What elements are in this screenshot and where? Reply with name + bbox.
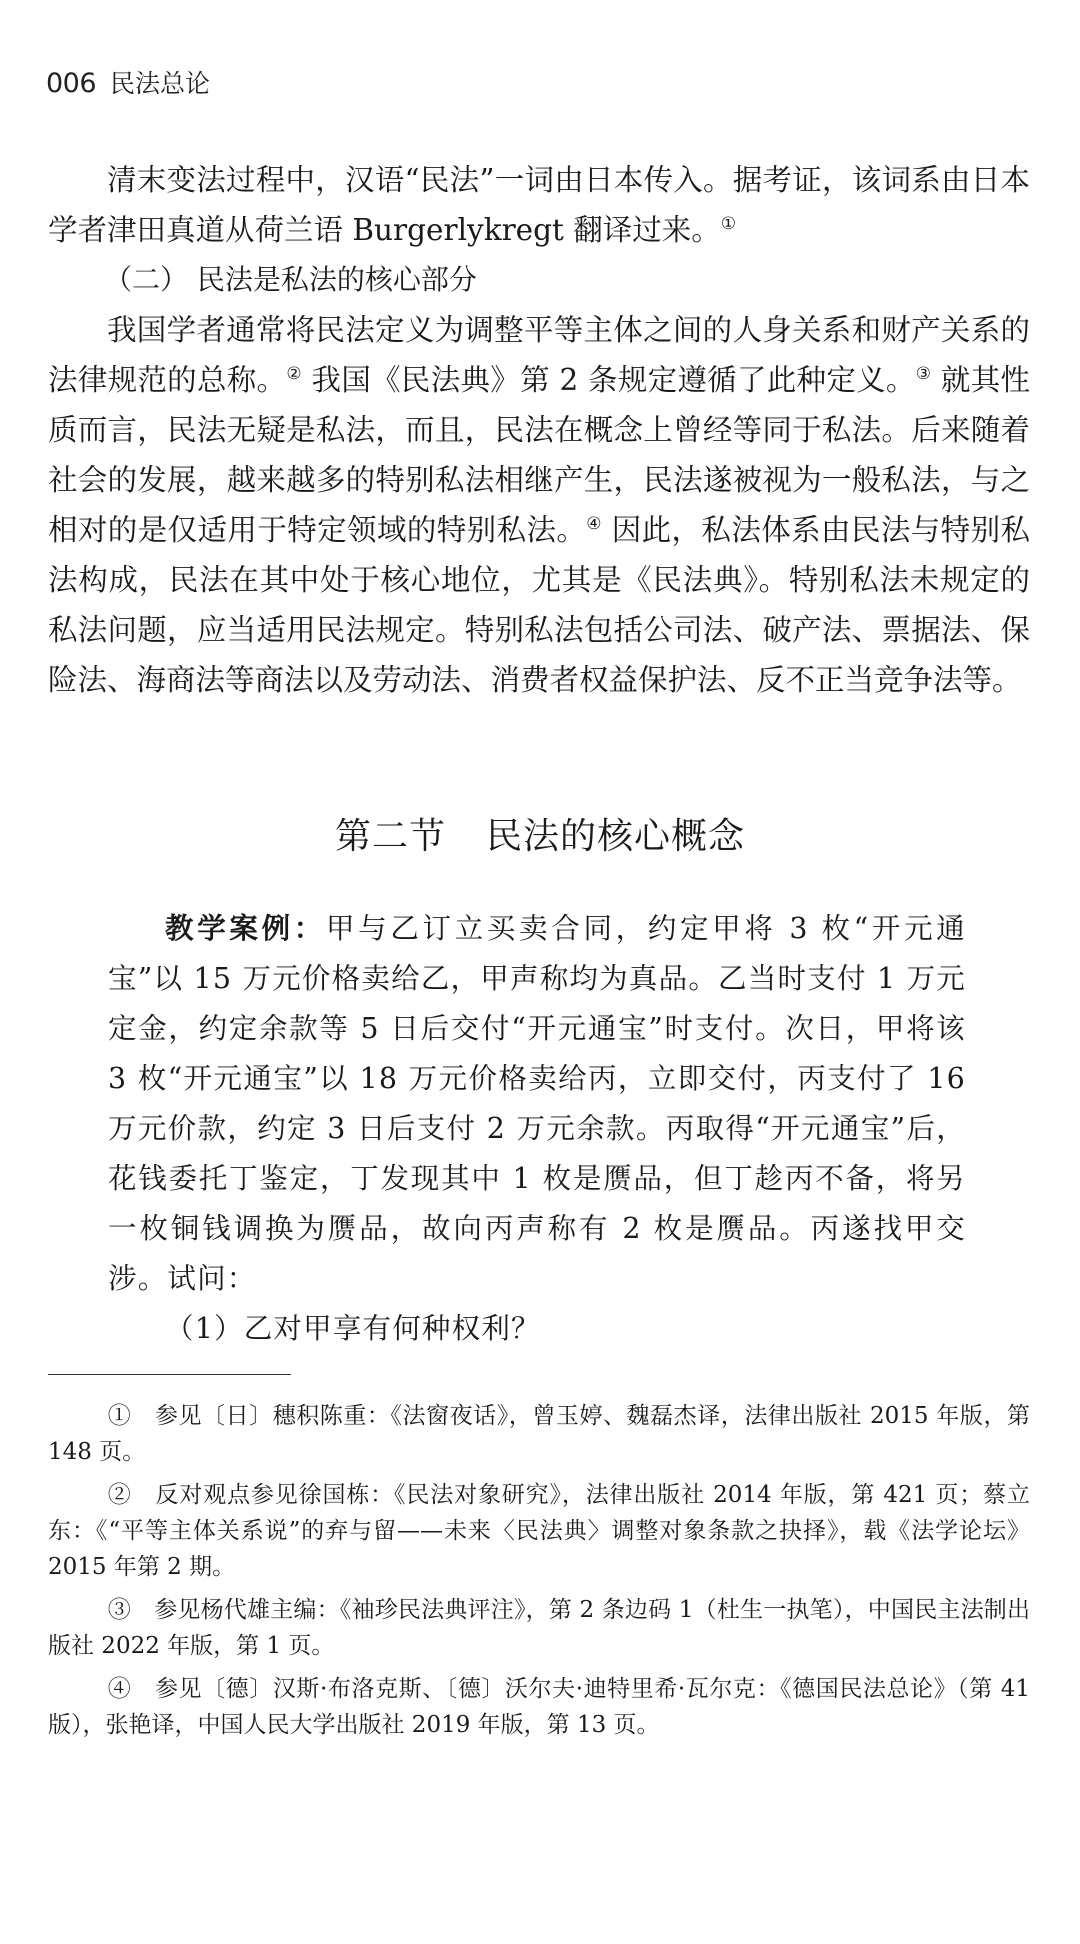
footnote-1-text: 参见〔日〕穗积陈重：《法窗夜话》，曾玉婷、魏磊杰译，法律出版社 2015 年版，第 148 页。: [48, 1403, 1031, 1465]
teaching-case-question: （1）乙对甲享有何种权利？: [165, 1312, 541, 1345]
section-title: [0, 808, 1080, 859]
paragraph-2-seg2: 我国《民法典》第 2 条规定遵循了此种定义。: [301, 363, 916, 397]
teaching-case-paragraph: [108, 904, 966, 1304]
paragraph-2-seg3: 就其性质而言，民法无疑是私法，而且，民法在概念上曾经等同于私法。后来随着社会的发展，越来越多的特别私法相继产生，民法遂被视为一般私法，与之相对的是仅适用于特定领域的特别私法。: [48, 363, 1031, 547]
page-number: 006: [46, 68, 97, 99]
section-number: 第二节: [334, 816, 446, 857]
footnote-3-text: 参见杨代雄主编：《袖珍民法典评注》，第 2 条边码 1（杜生一执笔），中国民主法制出版社 2022 年版，第 1 页。: [48, 1597, 1030, 1659]
teaching-case-text: 甲与乙订立买卖合同，约定甲将 3 枚“开元通宝”以 15 万元价格卖给乙，甲声称均为真品。乙当时支付 1 万元定金，约定余款等 5 日后交付“开元通宝”时支付。次日，甲将该 3 枚“开元通宝”以 18 万元价格卖给丙，立即交付，丙支付了 16 万元价款，约定 3 日后支付 2 万元余款。丙取得“开元通宝”后，花钱委托丁鉴定，丁发现其中 1 枚是赝品，但丁趁丙不备，将另一枚铜钱调换为赝品，故向丙声称有 2 枚是赝品。丙遂找甲交涉。试问：: [108, 912, 966, 1295]
paragraph-2: [48, 305, 1030, 705]
footnote-ref-4: ④: [586, 514, 602, 535]
footnote-ref-2: ②: [286, 364, 302, 385]
paragraph-1: [48, 155, 1030, 255]
running-header: [46, 64, 210, 100]
footnote-ref-1: ①: [720, 214, 737, 235]
footnote-divider: [48, 1374, 291, 1375]
footnote-1-mark: ①: [107, 1403, 132, 1429]
book-title: 民法总论: [110, 69, 211, 98]
footnote-4: [48, 1671, 1030, 1743]
section-name: 民法的核心概念: [486, 816, 746, 857]
paragraph-2-seg1: 我国学者通常将民法定义为调整平等主体之间的人身关系和财产关系的法律规范的总称。: [48, 313, 1030, 397]
teaching-case-label: 教学案例：: [165, 912, 326, 945]
footnote-3-mark: ③: [107, 1597, 131, 1623]
paragraph-2-seg4: 因此，私法体系由民法与特别私法构成，民法在其中处于核心地位，尤其是《民法典》。特别私法未规定的私法问题，应当适用民法规定。特别私法包括公司法、破产法、票据法、保险法、海商法等商法以及劳动法、消费者权益保护法、反不正当竞争法等。: [48, 513, 1030, 697]
footnote-1: [48, 1398, 1030, 1470]
footnote-2: [48, 1477, 1030, 1585]
footnote-2-text: 反对观点参见徐国栋：《民法对象研究》，法律出版社 2014 年版，第 421 页；蔡立东：《“平等主体关系说”的弃与留——未来〈民法典〉调整对象条款之抉择》，载《法学论坛》2015 年第 2 期。: [48, 1482, 1031, 1580]
subsection-heading: （二） 民法是私法的核心部分: [104, 263, 477, 296]
paragraph-1-text: 清末变法过程中，汉语“民法”一词由日本传入。据考证，该词系由日本学者津田真道从荷兰语 Burgerlykregt 翻译过来。: [48, 163, 1030, 247]
body-text-top: [48, 155, 1030, 705]
teaching-case: [108, 904, 966, 1354]
footnote-4-mark: ④: [107, 1676, 132, 1702]
footnote-ref-3: ③: [915, 364, 932, 385]
footnote-4-text: 参见〔德〕汉斯·布洛克斯、〔德〕沃尔夫·迪特里希·瓦尔克：《德国民法总论》（第 41 版），张艳译，中国人民大学出版社 2019 年版，第 13 页。: [48, 1676, 1030, 1738]
footnote-2-mark: ②: [107, 1482, 132, 1508]
footnote-3: [48, 1592, 1030, 1664]
footnotes: [48, 1398, 1030, 1750]
